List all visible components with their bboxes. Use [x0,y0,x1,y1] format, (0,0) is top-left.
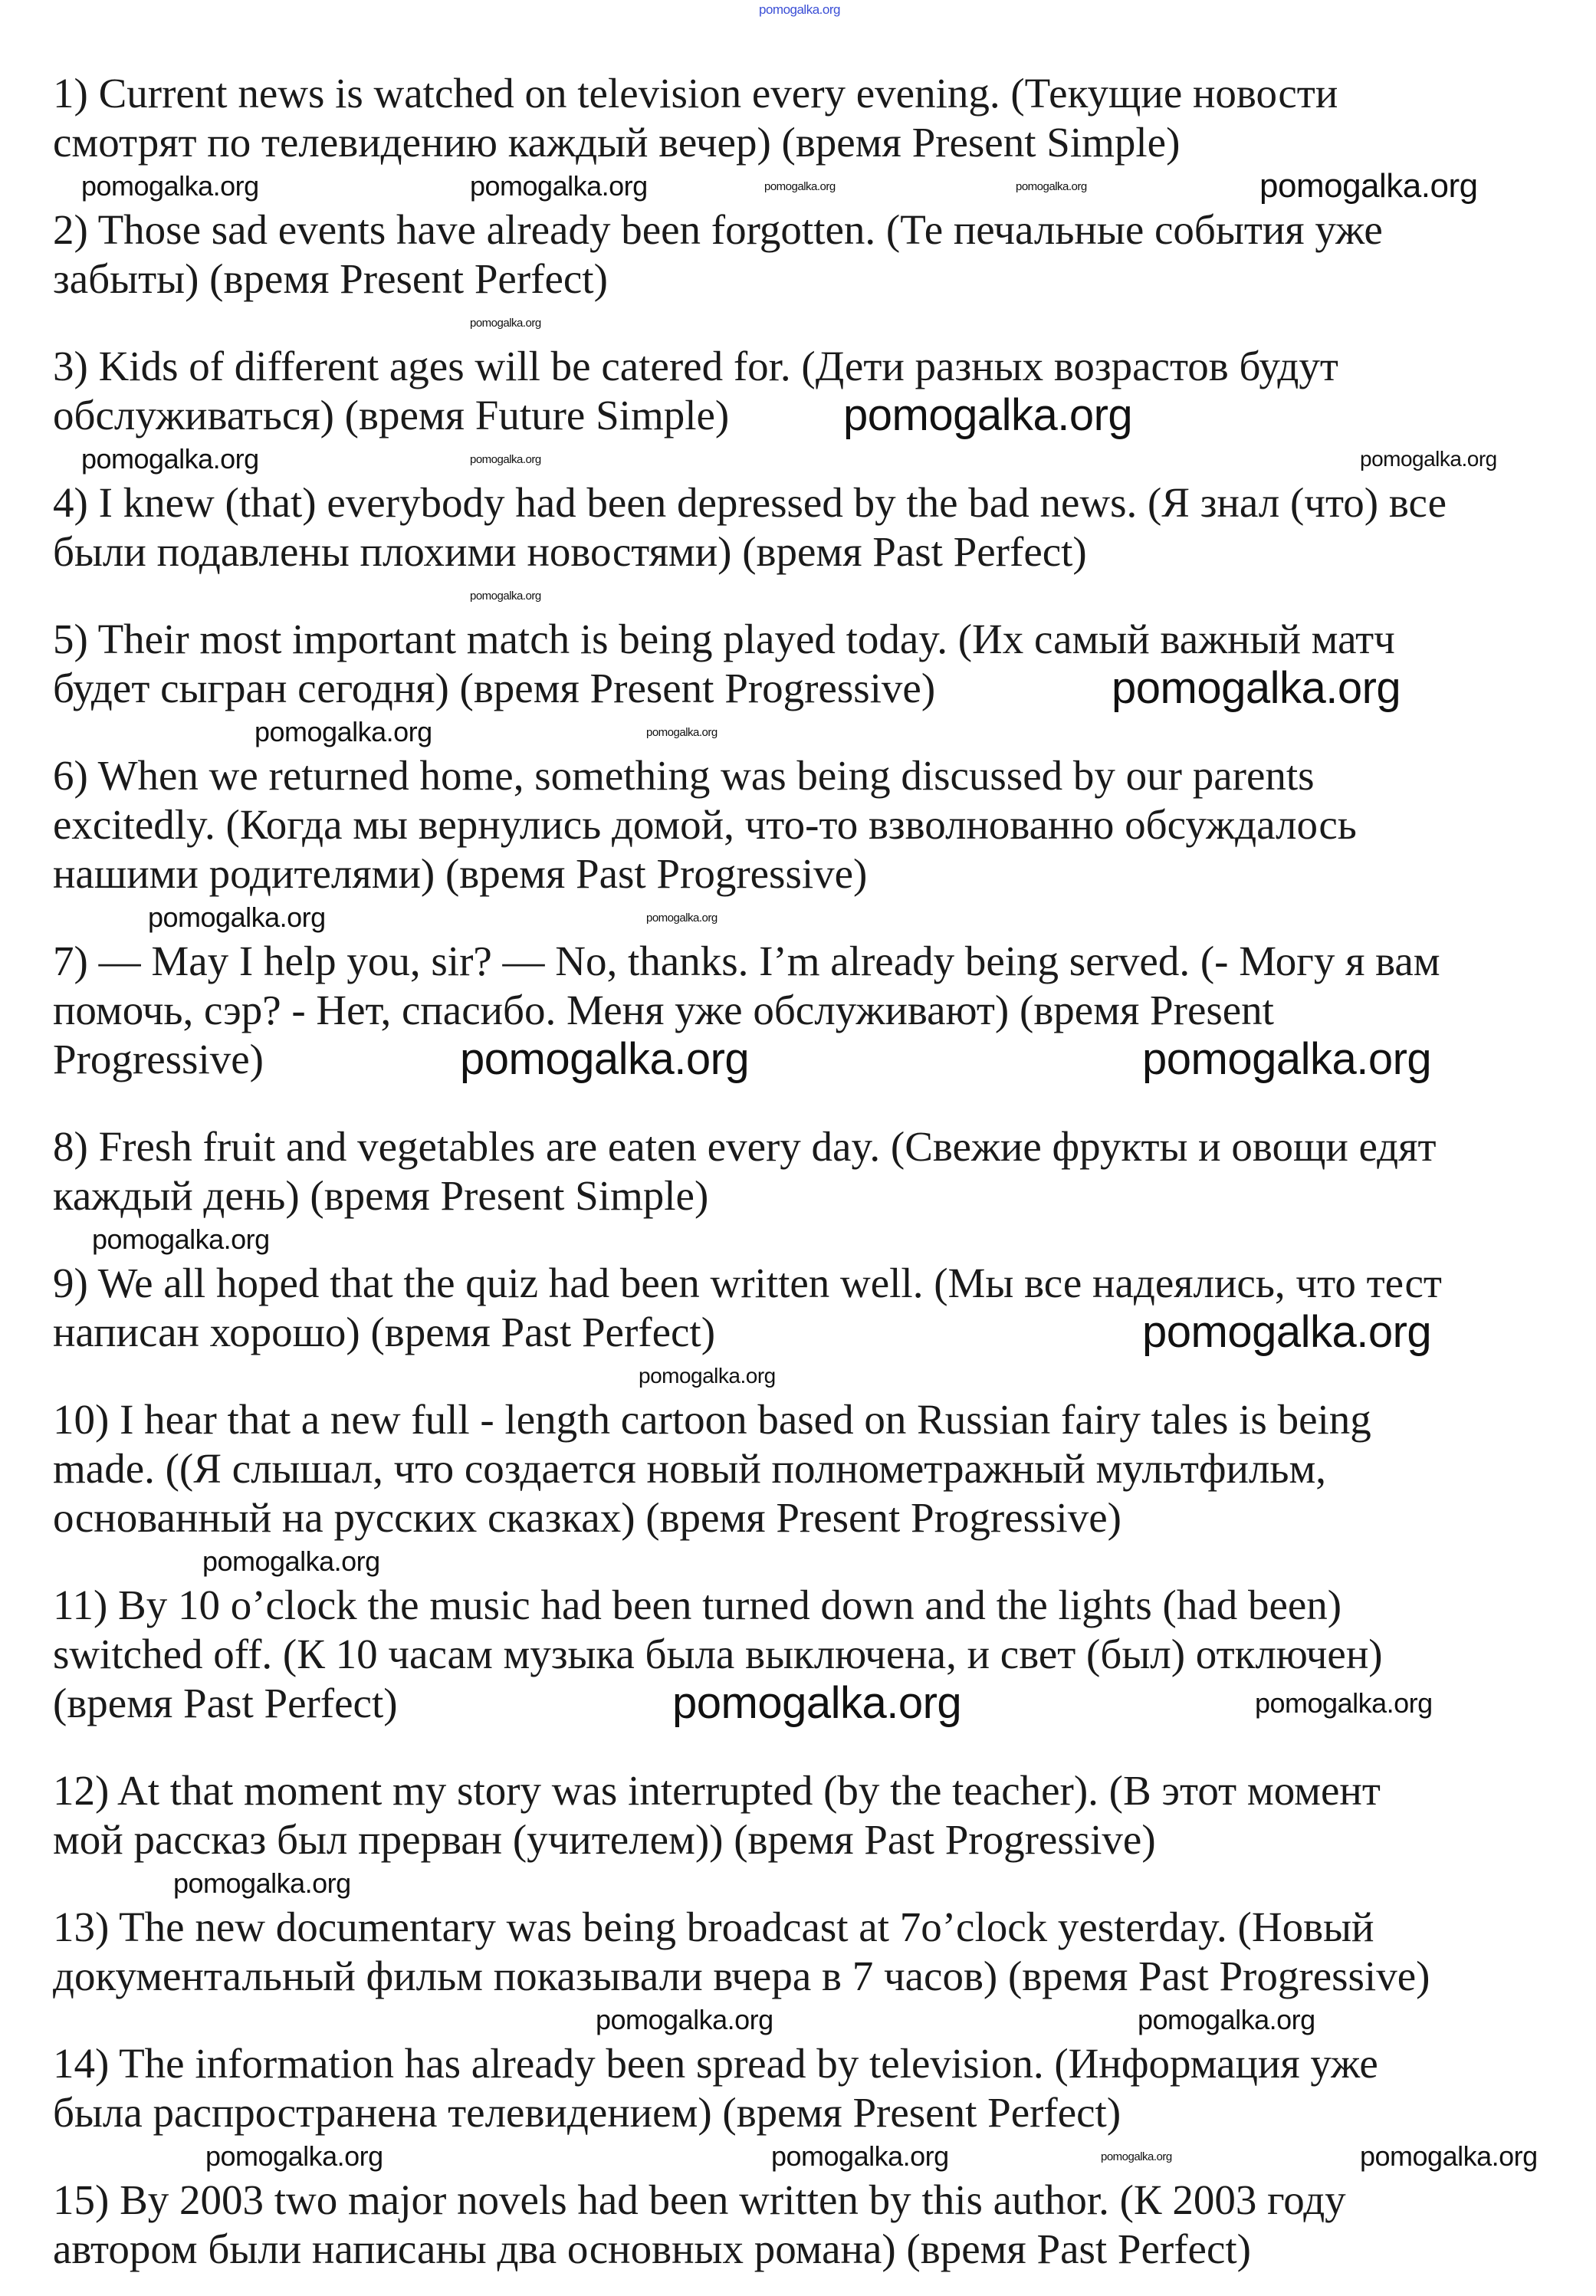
exercise-item [53,1122,1437,1220]
watermark: pomogalka.org [843,390,1133,440]
exercise-item [53,69,1338,167]
watermark: pomogalka.org [1360,2140,1538,2172]
watermark: pomogalka.org [460,1034,750,1084]
item-line: написан хорошо) (время Past Perfect) [53,1309,716,1355]
item-line: обслуживаться) (время Future Simple) [53,392,730,439]
watermark: pomogalka.org [1142,1307,1432,1357]
watermark: pomogalka.org [1138,2004,1315,2035]
watermark: pomogalka.org [470,452,541,466]
exercise-item [53,478,1447,576]
item-line: 7) — May I help you, sir? — No, thanks. I’m already being served. (- Могу я вам [53,938,1440,984]
watermark: pomogalka.org [1142,1034,1432,1084]
watermark: pomogalka.org [771,2140,949,2172]
watermark: pomogalka.org [470,589,541,603]
exercise-item [53,205,1383,304]
watermark: pomogalka.org [1255,1687,1433,1719]
watermark: pomogalka.org [1112,663,1401,713]
item-line: (время Past Perfect) [53,1680,398,1726]
exercise-item [53,1766,1381,1864]
item-line: были подавлены плохими новостями) (время Past Perfect) [53,528,1087,575]
item-line: 1) Current news is watched on television every evening. (Текущие новости [53,70,1338,117]
item-line: смотрят по телевидению каждый вечер) (время Present Simple) [53,119,1181,166]
watermark: pomogalka.org [173,1867,351,1899]
item-line: будет сыгран сегодня) (время Present Progressive) [53,665,936,711]
item-line: Progressive) [53,1036,264,1082]
watermark: pomogalka.org [81,443,259,475]
item-line: 10) I hear that a new full - length cartoon based on Russian fairy tales is being [53,1396,1371,1443]
item-line: 5) Their most important match is being played today. (Их самый важный матч [53,616,1395,662]
watermark: pomogalka.org [672,1678,962,1728]
watermark: pomogalka.org [81,170,259,202]
item-line: 8) Fresh fruit and vegetables are eaten every day. (Свежие фрукты и овощи едят [53,1123,1437,1170]
item-line: каждый день) (время Present Simple) [53,1172,709,1219]
item-line: 6) When we returned home, something was being discussed by our parents [53,752,1315,799]
watermark: pomogalka.org [255,716,432,747]
watermark: pomogalka.org [596,2004,773,2035]
item-line: автором были написаны два основных романа) (время Past Perfect) [53,2225,1251,2272]
watermark: pomogalka.org [205,2140,383,2172]
item-line: была распространена телевидением) (время Present Perfect) [53,2089,1121,2136]
watermark: pomogalka.org [470,170,648,202]
watermark: pomogalka.org [646,911,718,925]
item-line: 9) We all hoped that the quiz had been written well. (Мы все надеялись, что тест [53,1260,1442,1306]
watermark: pomogalka.org [470,316,541,330]
watermark: pomogalka.org [202,1545,380,1577]
watermark: pomogalka.org [1259,167,1478,205]
exercise-item [53,751,1357,898]
item-line: 11) By 10 o’clock the music had been turned down and the lights (had been) [53,1582,1342,1628]
watermark: pomogalka.org [1101,2150,1172,2163]
watermark: pomogalka.org [764,179,836,193]
item-line: забыты) (время Present Perfect) [53,255,608,302]
item-line: 2) Those sad events have already been forgotten. (Те печальные события уже [53,206,1383,253]
item-line: нашими родителями) (время Past Progressive) [53,850,868,897]
item-line: 4) I knew (that) everybody had been depressed by the bad news. (Я знал (что) все [53,479,1447,526]
exercise-item [53,1903,1430,2001]
item-line: 14) The information has already been spread by television. (Информация уже [53,2040,1378,2087]
watermark: pomogalka.org [646,725,718,739]
item-line: основанный на русских сказках) (время Present Progressive) [53,1494,1121,1541]
exercise-item [53,1395,1371,1542]
item-line: документальный фильм показывали вчера в 7 часов) (время Past Progressive) [53,1953,1430,1999]
item-line: помочь, сэр? - Нет, спасибо. Меня уже обслуживают) (время Present [53,987,1274,1033]
item-line: 13) The new documentary was being broadcast at 7o’clock yesterday. (Новый [53,1903,1374,1950]
watermark: pomogalka.org [1016,179,1087,193]
item-line: 15) By 2003 two major novels had been written by this author. (К 2003 году [53,2176,1346,2223]
watermark: pomogalka.org [1360,447,1497,471]
item-line: 12) At that moment my story was interrupted (by the teacher). (В этот момент [53,1767,1381,1814]
watermark: pomogalka.org [759,2,840,17]
exercise-item [53,2176,1346,2274]
item-line: excitedly. (Когда мы вернулись домой, что-то взволнованно обсуждалось [53,801,1357,848]
item-line: switched off. (К 10 часам музыка была выключена, и свет (был) отключен) [53,1631,1383,1677]
watermark: pomogalka.org [148,902,326,933]
exercise-item [53,342,1338,440]
item-line: мой рассказ был прерван (учителем)) (время Past Progressive) [53,1816,1156,1863]
watermark: pomogalka.org [92,1224,270,1255]
watermark: pomogalka.org [639,1364,776,1388]
item-line: made. ((Я слышал, что создается новый полнометражный мультфильм, [53,1445,1327,1492]
exercise-item [53,2039,1378,2137]
item-line: 3) Kids of different ages will be catered for. (Дети разных возрастов будут [53,343,1338,389]
